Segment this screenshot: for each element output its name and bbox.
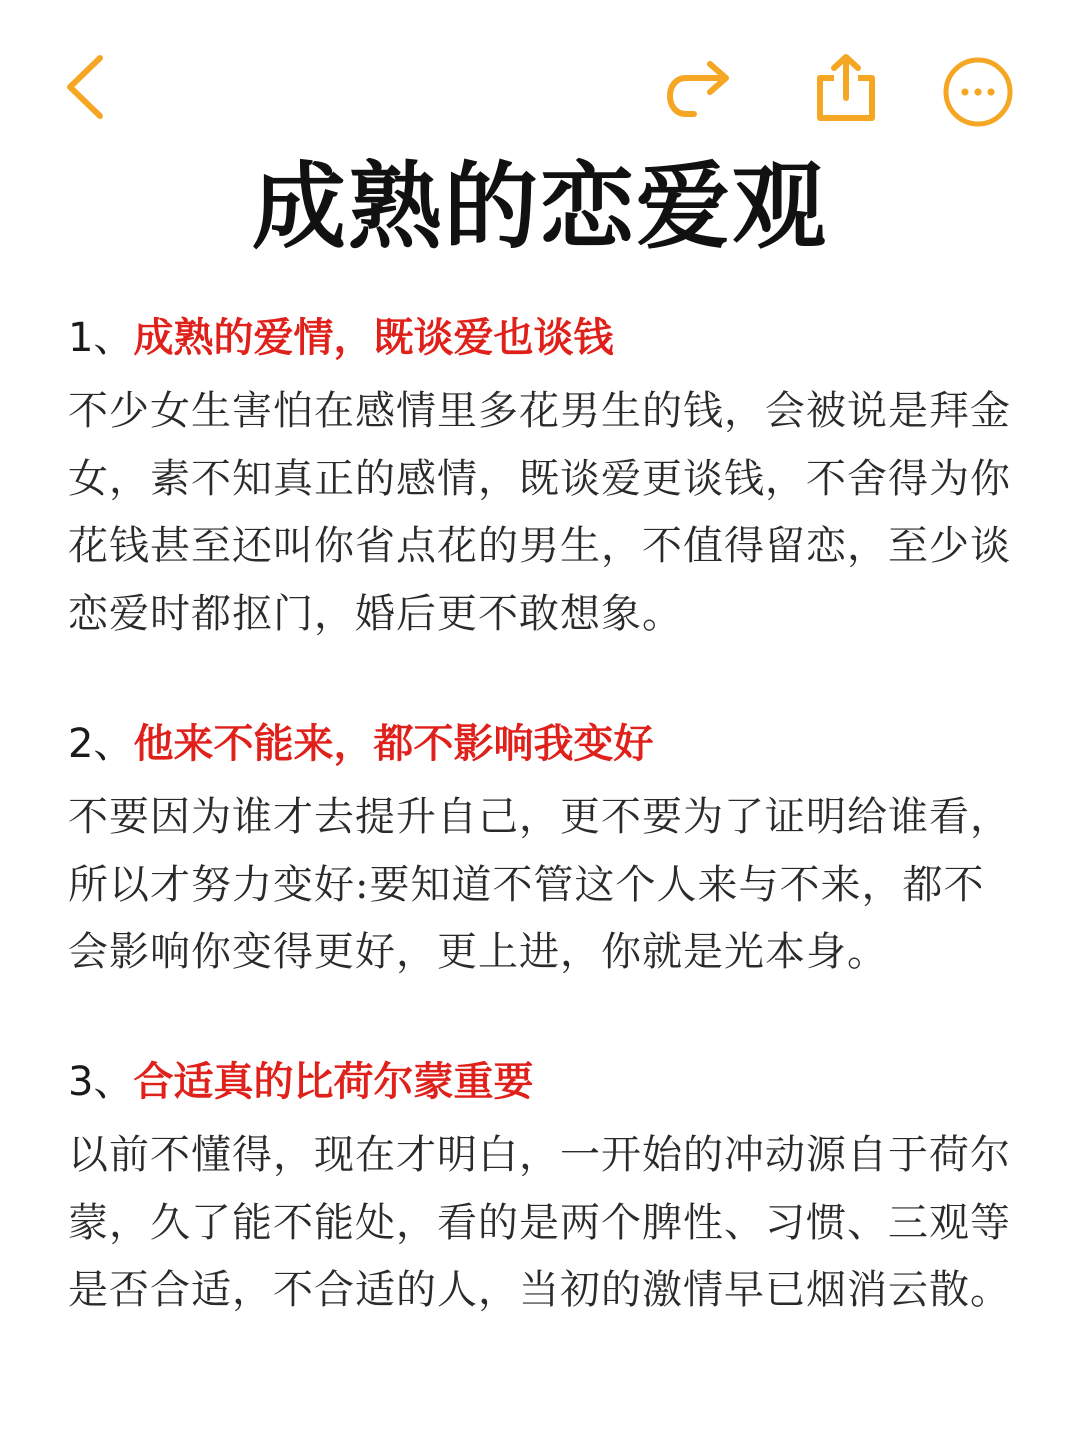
section-2 [68,716,1018,987]
section-heading [68,310,1018,366]
more-dots-icon [940,54,1016,130]
share-button[interactable] [812,52,880,124]
section-body: 不少女生害怕在感情里多花男生的钱，会被说是拜金女，素不知真正的感情，既谈爱更谈钱，不舍得为你花钱甚至还叫你省点花的男生，不值得留恋，至少谈恋爱时都抠门，婚后更不敢想象。 [68,388,1011,637]
section-number: 2、 [68,721,134,767]
forward-button[interactable] [664,56,736,120]
section-1 [68,310,1018,648]
chevron-left-icon [56,52,116,122]
share-icon [812,52,880,124]
redo-arrow-icon [664,56,736,120]
section-body: 不要因为谁才去提升自己，更不要为了证明给谁看，所以才努力变好:要知道不管这个人来与不来，都不会影响你变得更好，更上进，你就是光本身。 [68,794,1011,975]
top-toolbar [0,0,1080,150]
section-title: 成熟的爱情，既谈爱也谈钱 [133,315,614,361]
section-3 [68,1054,1018,1325]
section-number: 1、 [68,315,134,361]
page-title: 成熟的恋爱观 [251,153,828,262]
section-body: 以前不懂得，现在才明白，一开始的冲动源自于荷尔蒙，久了能不能处，看的是两个脾性、习惯、三观等是否合适，不合适的人，当初的激情早已烟消云散。 [68,1132,1011,1313]
section-title: 合适真的比荷尔蒙重要 [133,1059,534,1105]
section-heading [68,1054,1018,1110]
section-heading [68,716,1018,772]
more-button[interactable] [940,54,1016,130]
section-number: 3、 [68,1059,134,1105]
section-title: 他来不能来，都不影响我变好 [133,721,654,767]
back-button[interactable] [56,52,116,122]
